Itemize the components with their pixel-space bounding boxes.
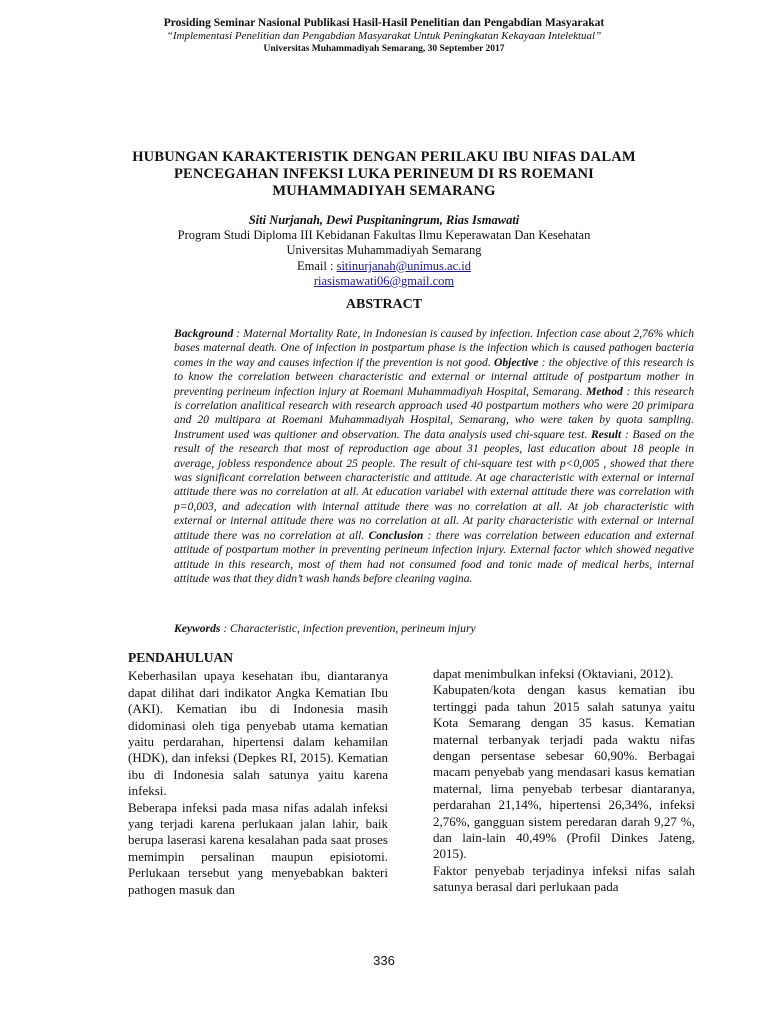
keywords-line	[174, 622, 694, 635]
abstract-body	[174, 327, 694, 586]
background-text: : Maternal Mortality Rate, in Indonesian is caused by infection. Infection case about 2,76% which bases maternal death. One of infection in postpartum phase is the infection which is caused pathogen bacteria comes in the way and causes infection if the prevention is not good.	[174, 327, 694, 369]
keywords-label: Keywords	[174, 622, 221, 635]
proceedings-venue: Universitas Muhammadiyah Semarang, 30 September 2017	[263, 44, 505, 54]
section-heading-pendahuluan: PENDAHULUAN	[128, 650, 234, 665]
proceedings-theme: “Implementasi Penelitian dan Pengabdian Masyarakat Untuk Peningkatan Kekayaan Intelektual”	[166, 30, 602, 42]
body-paragraph: Keberhasilan upaya kesehatan ibu, diantaranya dapat dilihat dari indikator Angka Kematian Ibu (AKI). Kematian ibu di Indonesia masih didominasi oleh tiga penyebab utama kematian yaitu perdarahan, hipertensi dalam kehamilan (HDK), dan infeksi (Depkes RI, 2015). Kematian ibu di Indonesia salah satunya yaitu karena infeksi.	[128, 668, 388, 799]
body-paragraph: Faktor penyebab terjadinya infeksi nifas salah satunya berasal dari perlukaan pada	[433, 862, 695, 895]
email-link-2[interactable]: riasismawati06@gmail.com	[313, 273, 455, 288]
conclusion-label: Conclusion	[368, 528, 424, 542]
paper-title	[120, 149, 648, 200]
title-line-3: MUHAMMADIYAH SEMARANG	[272, 183, 496, 199]
author-names: Siti Nurjanah, Dewi Puspitaningrum, Rias Ismawati	[248, 213, 520, 227]
body-column-right	[433, 666, 695, 896]
result-text: : Based on the result of the research that most of reproduction age about 31 peoples, last education about 18 people in average, jobless respondence about 25 people. The result of chi-square test with p<0,005 , showed that there was significant correlation between characteristic and attitude. At age characteristic with external or internal attitude there was no correlation at all. At education variabel with external attitude there was correlation with p=0,003, and adecation with internal attitude there was no correlation at all. At job characteristic with external or internal attitude there was no correlation at all. At parity characteristic with external or internal attitude there was no correlation at all.	[174, 427, 695, 542]
body-paragraph: dapat menimbulkan infeksi (Oktaviani, 2012).	[433, 666, 674, 681]
affiliation-line-2: Universitas Muhammadiyah Semarang	[286, 243, 482, 258]
page-number: 336	[373, 953, 395, 968]
proceedings-title: Prosiding Seminar Nasional Publikasi Hasil-Hasil Penelitian dan Pengabdian Masyarakat	[163, 17, 605, 29]
body-column-left	[128, 650, 388, 898]
objective-text: : the objective of this research is to know the correlation between characteristic and external or internal attitude of postpartum mother in preventing perineum infection injury at Roemani Muhammadiyah Hospital, Semarang.	[174, 355, 695, 398]
result-label: Result	[590, 427, 622, 441]
email-line-2	[100, 274, 668, 289]
abstract-heading: ABSTRACT	[345, 297, 423, 312]
email-line	[100, 259, 668, 274]
body-paragraph: Kabupaten/kota dengan kasus kematian ibu tertinggi pada tahun 2015 salah satunya yaitu Kota Semarang dengan 35 kasus. Kematian maternal terbanyak terjadi pada waktu nifas dengan persentase sebesar 60,90%. Berbagai macam penyebab yang mendasari kasus kematian maternal, lima penyebab terbesar diantaranya, perdarahan 21,14%, hipertensi 26,34%, infeksi 2,76%, gangguan sistem peredaran darah 9,27 %, dan lain-lain 40,49% (Profil Dinkes Jateng, 2015).	[433, 682, 695, 862]
email-link-1[interactable]: sitinurjanah@unimus.ac.id	[336, 258, 471, 273]
conclusion-text: : there was correlation between education and external attitude of postpartum mother in preventing perineum infection injury. External factor which showed negative attitude in this research, most of them had not consumed food and tonic made of medical herbs, internal attitude was that they didn’t wash hands before cleaning vagina.	[174, 528, 695, 585]
background-label: Background	[174, 327, 234, 340]
title-line-1: HUBUNGAN KARAKTERISTIK DENGAN PERILAKU IBU NIFAS DALAM	[132, 149, 636, 165]
title-line-2: PENCEGAHAN INFEKSI LUKA PERINEUM DI RS ROEMANI	[173, 166, 595, 182]
keywords-text: : Characteristic, infection prevention, perineum injury	[220, 622, 476, 635]
method-label: Method	[586, 384, 623, 398]
author-block	[100, 213, 668, 289]
objective-label: Objective	[493, 355, 539, 369]
body-paragraph: Beberapa infeksi pada masa nifas adalah infeksi yang terjadi karena perlukaan jalan lahir, baik berupa laserasi karena kesalahan pada saat proses memimpin persalinan maupun episiotomi. Perlukaan tersebut yang menyebabkan bakteri pathogen masuk dan	[128, 799, 388, 897]
affiliation-line-1: Program Studi Diploma III Kebidanan Fakultas Ilmu Keperawatan Dan Kesehatan	[177, 228, 591, 243]
running-header	[0, 16, 768, 55]
method-text: : this research is correlation analitical research with research approach used 40 postpartum mothers who were 20 primipara and 20 multipara at Roemani Muhammadiyah Hospital, Semarang, who were taken by quota sampling. Instrument used was quitioner and observation. The data analysis used chi-square test.	[174, 384, 695, 441]
email-label: Email :	[297, 258, 337, 273]
